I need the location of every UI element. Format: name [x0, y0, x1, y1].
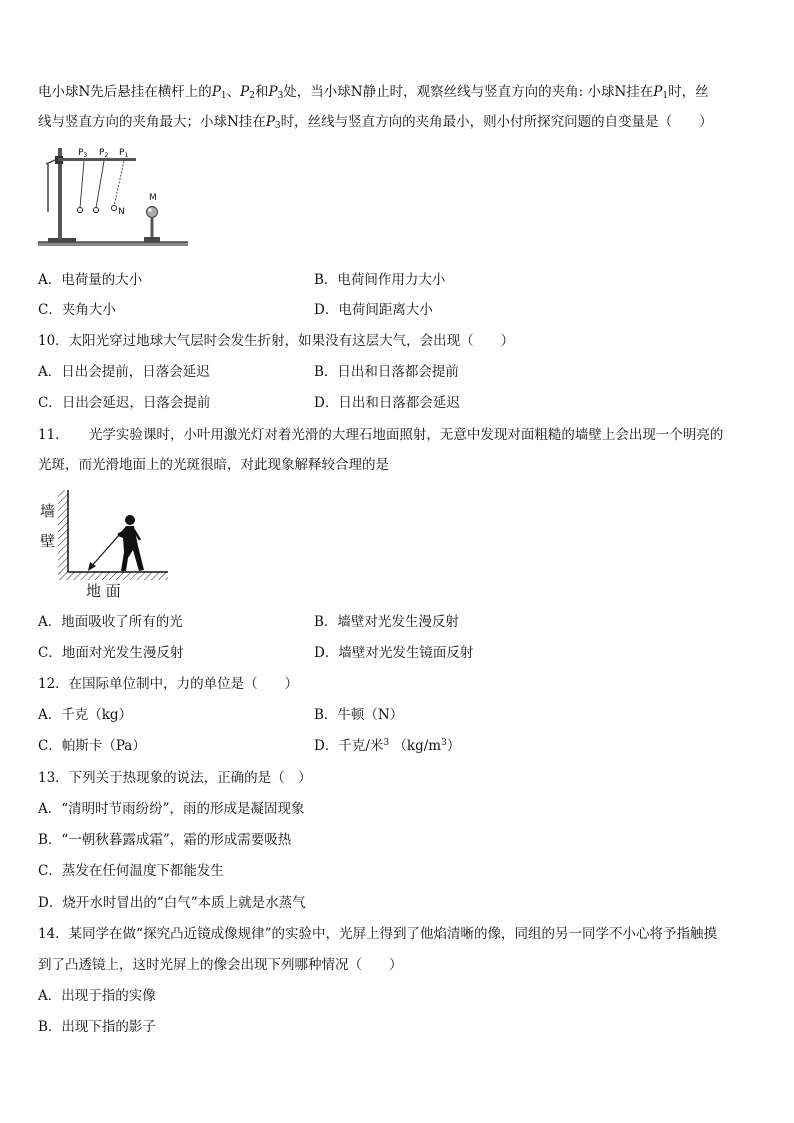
ball-p2: [93, 207, 98, 212]
q14-option-b[interactable]: B．出现下指的影子: [38, 1019, 156, 1035]
thread-p3: [80, 161, 84, 208]
q10-option-a[interactable]: A．日出会提前，日落会延迟: [38, 364, 210, 380]
person-head: [125, 515, 135, 525]
q12-stem: 12．在国际单位制中，力的单位是（ ）: [38, 676, 299, 692]
q11-option-a[interactable]: A．地面吸收了所有的光: [38, 614, 183, 630]
label-n: N: [118, 207, 125, 217]
ball-m: [147, 207, 158, 218]
label-p2: $P_2$: [99, 148, 109, 159]
thread-p1: [114, 161, 124, 206]
ground-hatch: [58, 572, 168, 580]
q9-stem-line1: 电小球N先后悬挂在横杆上的$P_1$、$P_2$和$P_3$处，当小球N静止时，观察丝线与竖直方向的夹角: 小球N挂在$P_1$时，丝: [38, 84, 709, 101]
q10-option-b[interactable]: B．日出和日落都会提前: [314, 364, 459, 380]
q14-stem-line2: 到了凸透镜上，这时光屏上的像会出现下列哪种情况（ ）: [38, 957, 403, 973]
q14-option-a[interactable]: A．出现于指的实像: [38, 988, 156, 1004]
wall-hatch: [58, 490, 68, 574]
ball-p3: [77, 207, 82, 212]
q11-option-b[interactable]: B．墙壁对光发生漫反射: [314, 614, 459, 630]
q13-option-d[interactable]: D．烧开水时冒出的“白气”本质上就是水蒸气: [38, 895, 306, 911]
q9-option-a[interactable]: A．电荷量的大小: [38, 272, 143, 288]
q12-option-a[interactable]: A．千克（kg）: [38, 707, 133, 723]
q13-stem: 13．下列关于热现象的说法，正确的是（ ）: [38, 770, 312, 786]
q11-stem-line1: 11． 光学实验课时，小叶用激光灯对着光滑的大理石地面照射，无意中发现对面粗糙的墙壁上会出现一个明亮的: [38, 427, 724, 443]
q9-option-b[interactable]: B．电荷间作用力大小: [314, 272, 446, 288]
laser-beam: [90, 534, 120, 568]
q12-option-c[interactable]: C．帕斯卡（Pa）: [38, 738, 146, 754]
q10-stem: 10．太阳光穿过地球大气层时会发生折射，如果没有这层大气，会出现（ ）: [38, 333, 515, 349]
q9-option-d[interactable]: D．电荷间距离大小: [314, 302, 433, 318]
q9-pendulum-figure: [38, 142, 188, 250]
thread-p2: [96, 161, 104, 208]
q9-option-c[interactable]: C．夹角大小: [38, 302, 116, 318]
q11-laser-figure: [38, 488, 178, 600]
q13-option-c[interactable]: C．蒸发在任何温度下都能发生: [38, 863, 224, 879]
ball-p1: [111, 205, 116, 210]
q13-option-a[interactable]: A．“清明时节雨纷纷”，雨的形成是凝固现象: [38, 801, 305, 817]
q11-stem-line2: 光斑，而光滑地面上的光斑很暗，对此现象解释较合理的是: [38, 457, 389, 473]
label-p3: $P_3$: [78, 148, 88, 159]
q13-option-b[interactable]: B．“一朝秋暮露成霜”，霜的形成需要吸热: [38, 832, 292, 848]
ground-hatch: [38, 242, 188, 246]
q11-option-d[interactable]: D．墙壁对光发生镜面反射: [314, 645, 474, 661]
q10-option-d[interactable]: D．日出和日落都会延迟: [314, 395, 460, 411]
q12-option-b[interactable]: B．牛顿（N）: [314, 707, 404, 723]
wall-label-2: 壁: [40, 532, 56, 550]
q10-option-c[interactable]: C．日出会延迟，日落会提前: [38, 395, 211, 411]
q12-option-d[interactable]: D．千克/米$^3$ $(kg/m^3)$: [314, 738, 461, 754]
q14-stem-line1: 14．某同学在做“探究凸近镜成像规律”的实验中，光屏上得到了他焰清晰的像，同组的另一同学不小心将予指触摸: [38, 926, 717, 942]
label-m: M: [149, 193, 157, 203]
wall-label-1: 墙: [40, 502, 56, 520]
q11-option-c[interactable]: C．地面对光发生漫反射: [38, 645, 184, 661]
ground-label: 地 面: [86, 582, 121, 600]
q9-stem-line2: 线与竖直方向的夹角最大；小球N挂在$P_3$时，丝线与竖直方向的夹角最小，则小付所探究问题的自变量是（ ）: [38, 114, 713, 131]
label-p1: $P_1$: [119, 148, 129, 159]
